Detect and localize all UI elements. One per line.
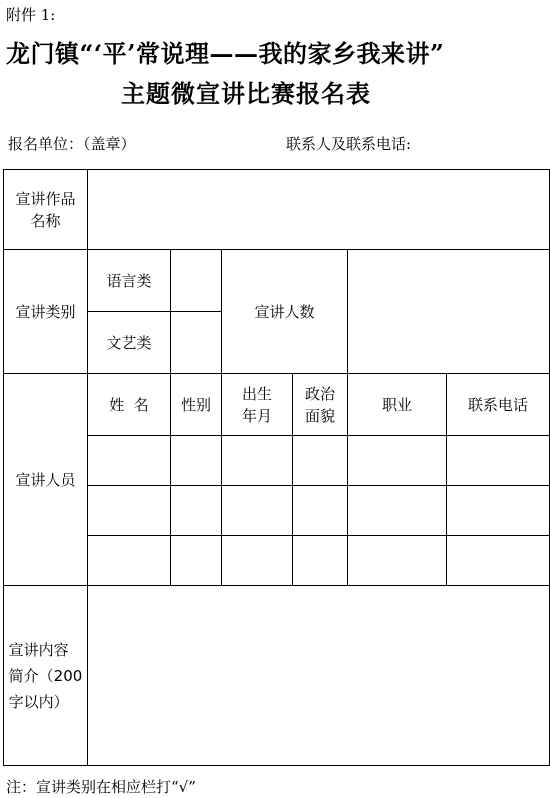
- attachment-label: 附件 1:: [6, 6, 56, 24]
- category-label: 宣讲类别: [4, 250, 88, 374]
- speaker-name-cell[interactable]: [88, 536, 171, 586]
- registration-form-table: [3, 169, 550, 766]
- column-header-gender: 性别: [171, 374, 222, 436]
- speaker-count-label: 宣讲人数: [222, 250, 348, 374]
- work-name-field[interactable]: [88, 170, 550, 250]
- column-header-occupation: 职业: [348, 374, 447, 436]
- category-option-art: 文艺类: [88, 312, 171, 374]
- category-option-language: 语言类: [88, 250, 171, 312]
- speakers-label: 宣讲人员: [4, 374, 88, 586]
- speaker-political-cell[interactable]: [293, 536, 348, 586]
- speaker-phone-cell[interactable]: [447, 436, 550, 486]
- speaker-gender-cell[interactable]: [171, 436, 222, 486]
- intro-label: 宣讲内容 简介（200 字以内）: [4, 586, 88, 766]
- speaker-political-cell[interactable]: [293, 436, 348, 486]
- speaker-count-field[interactable]: [348, 250, 550, 374]
- speaker-occupation-cell[interactable]: [348, 536, 447, 586]
- speaker-birth-cell[interactable]: [222, 536, 293, 586]
- column-header-name: 姓 名: [88, 374, 171, 436]
- category-language-checkbox[interactable]: [171, 250, 222, 312]
- speaker-birth-cell[interactable]: [222, 486, 293, 536]
- speaker-gender-cell[interactable]: [171, 536, 222, 586]
- speaker-name-cell[interactable]: [88, 436, 171, 486]
- form-title-line2: 主题微宣讲比赛报名表: [121, 79, 371, 108]
- speaker-phone-cell[interactable]: [447, 486, 550, 536]
- form-title-line1: 龙门镇“‘平’常说理——我的家乡我来讲”: [6, 39, 445, 68]
- column-header-phone: 联系电话: [447, 374, 550, 436]
- work-name-label: 宣讲作品 名称: [4, 170, 88, 250]
- intro-field[interactable]: [88, 586, 550, 766]
- speaker-occupation-cell[interactable]: [348, 436, 447, 486]
- footer-note: 注：宣讲类别在相应栏打“√”: [6, 778, 196, 796]
- category-art-checkbox[interactable]: [171, 312, 222, 374]
- column-header-birth: 出生 年月: [222, 374, 293, 436]
- speaker-birth-cell[interactable]: [222, 436, 293, 486]
- speaker-occupation-cell[interactable]: [348, 486, 447, 536]
- speaker-phone-cell[interactable]: [447, 536, 550, 586]
- speaker-gender-cell[interactable]: [171, 486, 222, 536]
- registration-unit-label: 报名单位：（盖章）: [8, 135, 136, 153]
- speaker-political-cell[interactable]: [293, 486, 348, 536]
- column-header-political-status: 政治 面貌: [293, 374, 348, 436]
- contact-person-label: 联系人及联系电话:: [286, 135, 412, 153]
- speaker-name-cell[interactable]: [88, 486, 171, 536]
